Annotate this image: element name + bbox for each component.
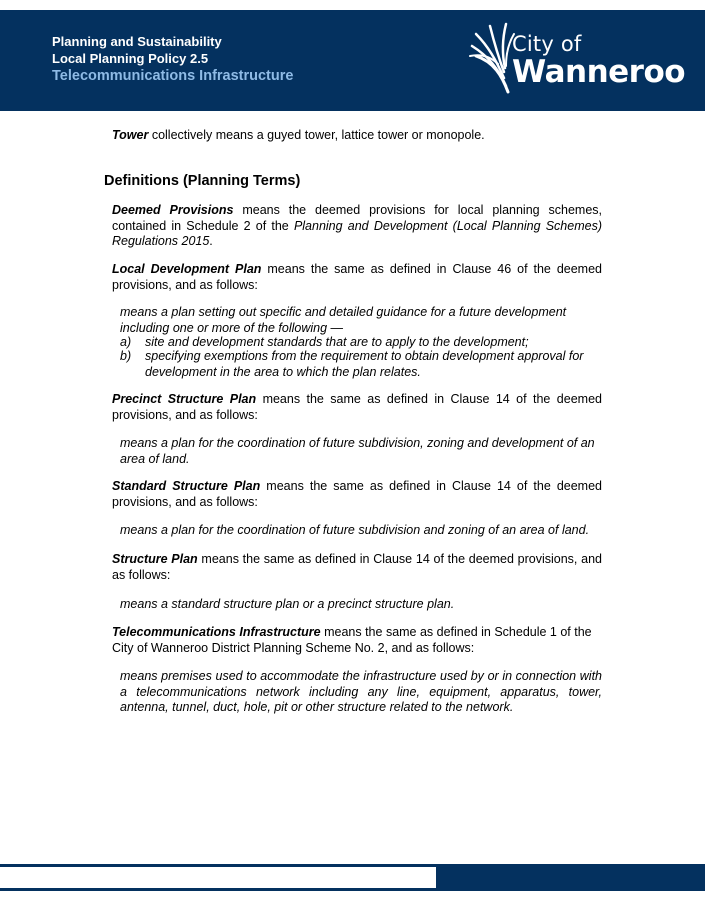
definition-telecommunications-infrastructure bbox=[112, 625, 602, 656]
quote-precinct-structure-plan: means a plan for the coordination of future subdivision, zoning and development of an area of land. bbox=[120, 436, 595, 466]
term-local-development-plan: Local Development Plan bbox=[112, 262, 262, 276]
definition-standard-structure-plan bbox=[112, 479, 602, 510]
regulations-title: Planning and Development (Local Planning Schemes) Regulations 2015 bbox=[112, 218, 602, 248]
term-structure-plan: Structure Plan bbox=[112, 552, 198, 566]
term-standard-structure-plan: Standard Structure Plan bbox=[112, 479, 261, 493]
definition-deemed-provisions bbox=[112, 203, 602, 250]
list-marker: a) bbox=[120, 335, 132, 349]
term-telecommunications-infrastructure: Telecommunications Infrastructure bbox=[112, 625, 321, 639]
section-heading: Definitions (Planning Terms) bbox=[104, 173, 301, 189]
definition-deemed-text: means the deemed provisions for local planning schemes, contained in Schedule 2 of the bbox=[112, 203, 602, 233]
definition-precinct-structure-plan bbox=[112, 392, 602, 423]
page-header bbox=[0, 10, 705, 111]
definition-tower-text: collectively means a guyed tower, lattice tower or monopole. bbox=[148, 128, 485, 142]
header-policy-number: Local Planning Policy 2.5 bbox=[52, 51, 209, 66]
definition-psp-text: means the same as defined in Clause 14 of the deemed provisions, and as follows: bbox=[112, 392, 602, 422]
definition-sp-text: means the same as defined in Clause 14 of the deemed provisions, and as follows: bbox=[112, 552, 602, 582]
header-policy-title: Telecommunications Infrastructure bbox=[52, 68, 294, 84]
city-of-wanneroo-logo bbox=[468, 16, 686, 96]
definition-tower bbox=[112, 128, 602, 144]
definition-structure-plan bbox=[112, 552, 602, 583]
list-item-text: site and development standards that are to apply to the development; bbox=[145, 335, 529, 349]
definition-ti-text: means the same as defined in Schedule 1 of the City of Wanneroo District Planning Scheme No. 2, and as follows: bbox=[112, 625, 592, 655]
list-item-text: specifying exemptions from the requirement to obtain development approval for development in the area to which the plan relates. bbox=[145, 349, 584, 379]
definition-deemed-end: . bbox=[209, 234, 213, 248]
list-marker: b) bbox=[120, 349, 132, 363]
grass-tree-icon bbox=[468, 16, 516, 96]
logo-city-of-text: City of bbox=[512, 32, 582, 56]
logo-wanneroo-text: Wanneroo bbox=[512, 54, 686, 90]
quote-standard-structure-plan: means a plan for the coordination of future subdivision and zoning of an area of land. bbox=[120, 523, 590, 537]
quote-local-development-plan: means a plan setting out specific and detailed guidance for a future development including one or more of the following — bbox=[120, 305, 567, 335]
term-deemed-provisions: Deemed Provisions bbox=[112, 203, 234, 217]
quote-telecommunications-infrastructure: means premises used to accommodate the infrastructure used by or in connection with a telecommunications network including any line, equipment, apparatus, tower, antenna, tunnel, duct, hole, pit or other structure related to the network. bbox=[120, 669, 602, 714]
quote-structure-plan: means a standard structure plan or a precinct structure plan. bbox=[120, 597, 455, 611]
definition-ssp-text: means the same as defined in Clause 14 of the deemed provisions, and as follows: bbox=[112, 479, 602, 509]
definition-local-development-plan bbox=[112, 262, 602, 293]
list-item bbox=[120, 349, 602, 380]
footer-block bbox=[436, 864, 705, 891]
term-tower: Tower bbox=[112, 128, 149, 142]
definition-ldp-text: means the same as defined in Clause 46 of the deemed provisions, and as follows: bbox=[112, 262, 602, 292]
term-precinct-structure-plan: Precinct Structure Plan bbox=[112, 392, 257, 406]
header-department: Planning and Sustainability bbox=[52, 34, 222, 49]
